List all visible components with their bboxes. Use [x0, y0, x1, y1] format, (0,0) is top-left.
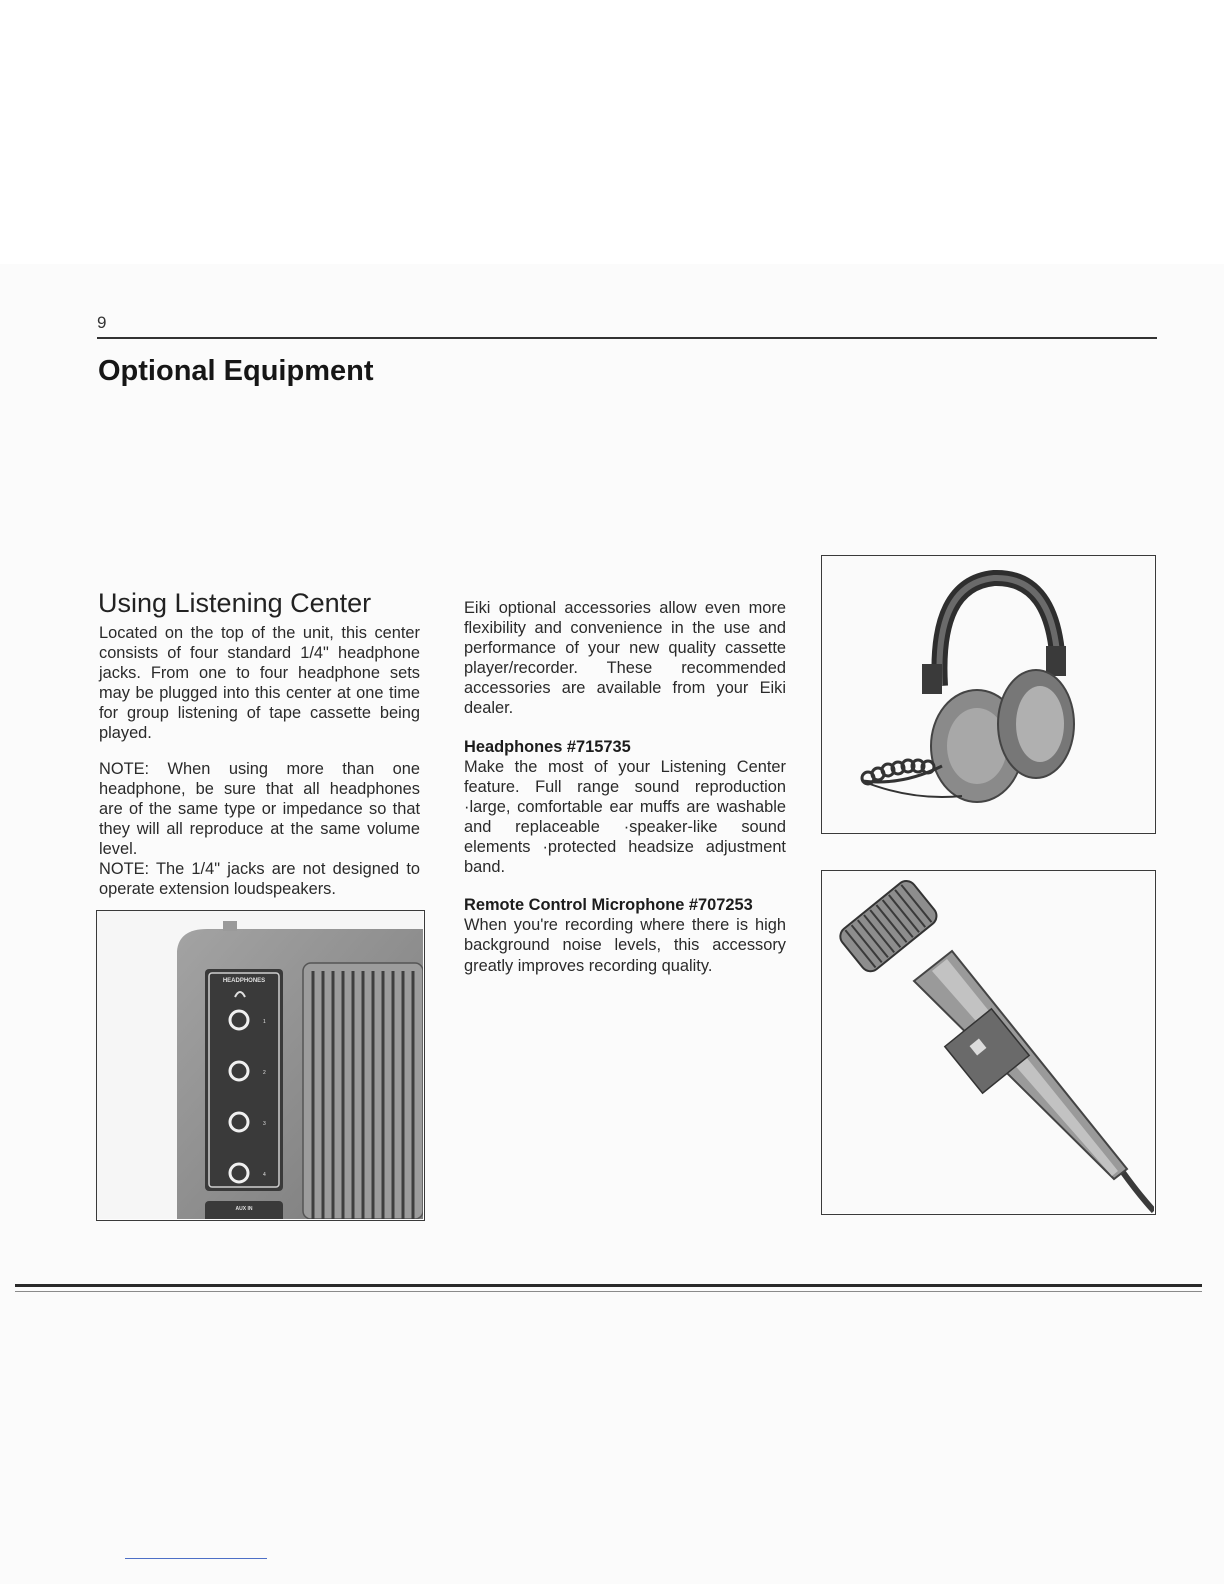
microphone-title: Remote Control Microphone #707253: [464, 896, 753, 915]
page-number: 9: [97, 313, 107, 332]
section-title: Optional Equipment: [98, 355, 374, 387]
listening-center-column: [99, 623, 420, 899]
microphone-photo: [821, 870, 1156, 1215]
listening-center-heading: Using Listening Center: [98, 588, 372, 618]
page-top-margin: [0, 0, 1224, 264]
jack-number-2: 2: [263, 1070, 266, 1076]
accessories-intro: Eiki optional accessories allow even more flexibility and convenience in the use and performance of your new quality cassette player/recorder. These recommended accessories are available from your Eiki dealer.: [464, 599, 786, 718]
headphones-description: Make the most of your Listening Center feature. Full range sound reproduction ·large, comfortable ear muffs are washable and replaceable ·speaker-like sound elements ·protected headsize adjustment band.: [464, 757, 786, 877]
jack-number-4: 4: [263, 1172, 266, 1178]
microphone-description: When you're recording where there is high background noise levels, this accessory greatly improves recording quality.: [464, 916, 786, 975]
aux-in-label: AUX IN: [235, 1206, 253, 1212]
footer-rule-thin: [15, 1291, 1202, 1292]
headphones-panel-label: HEADPHONES: [222, 978, 266, 984]
jack-number-3: 3: [263, 1121, 266, 1127]
header-rule: [97, 337, 1157, 339]
note-extension-speakers: NOTE: The 1/4" jacks are not designed to operate extension loudspeakers.: [99, 860, 420, 899]
footnote-rule: [125, 1558, 267, 1559]
headphones-title: Headphones #715735: [464, 737, 631, 756]
accessories-column: [464, 598, 786, 976]
footer-rule: [15, 1284, 1202, 1287]
headphones-photo: [821, 555, 1156, 834]
note-same-impedance: NOTE: When using more than one headphone, be sure that all headphones are of the same type or impedance so that they will all reproduce at the same volume level.: [99, 759, 420, 858]
jack-panel-photo: [96, 910, 425, 1221]
jack-number-1: 1: [263, 1019, 266, 1025]
listening-center-paragraph: Located on the top of the unit, this center consists of four standard 1/4" headphone jacks. From one to four headphone sets may be plugged into this center at one time for group listening of tape cassette being played.: [99, 624, 420, 743]
